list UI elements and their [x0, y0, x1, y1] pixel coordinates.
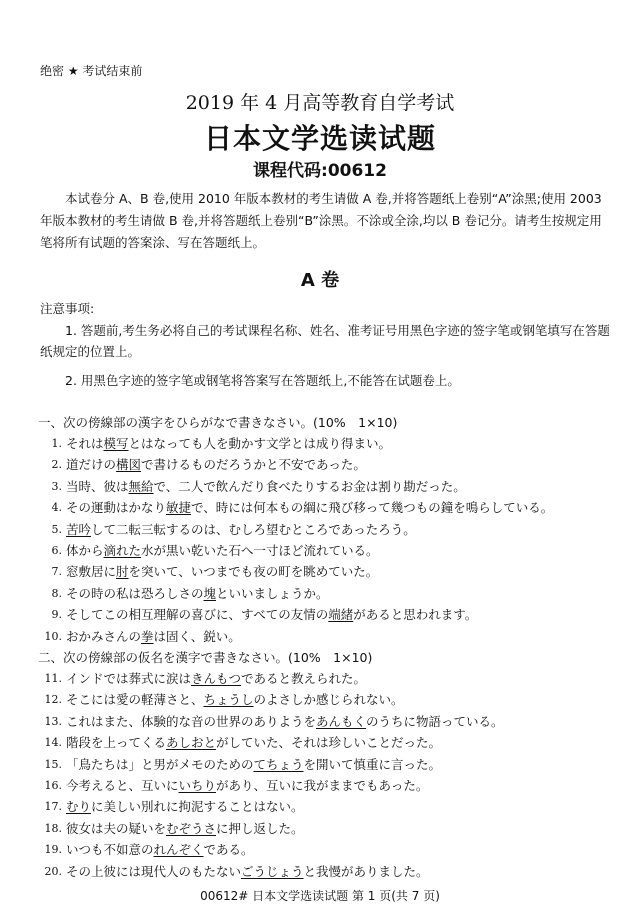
question-item: [38, 454, 618, 475]
question-number: 16.: [44, 778, 62, 792]
question-text-post: を開いて慎重に言った。: [303, 756, 442, 772]
question-text: [66, 540, 618, 561]
underlined-target: あんもく: [316, 713, 367, 729]
question-number: 7.: [51, 565, 62, 579]
question-number: 2.: [51, 458, 62, 472]
confidential-label: 绝密 ★ 考试结束前: [40, 64, 143, 78]
question-text: [66, 561, 618, 582]
underlined-target: 苦吟: [66, 521, 92, 537]
question-text-post: があり、互いに我がままでもあった。: [216, 777, 429, 793]
question-text-pre: 今考えると、互いに: [66, 777, 179, 793]
question-text-post: であると教えられた。: [241, 671, 367, 686]
section-1-heading: 一、次の傍線部の漢字をひらがなで書きなさい。(10% 1×10): [38, 415, 398, 430]
question-item: [38, 433, 618, 454]
question-text-pre: インドでは葬式に涙は: [66, 671, 192, 686]
question-item: [38, 561, 618, 582]
question-text: [66, 711, 618, 732]
underlined-target: 模写: [103, 436, 129, 451]
question-number: 15.: [44, 757, 62, 771]
question-item: [38, 754, 618, 775]
underlined-target: れんぞく: [153, 842, 204, 858]
question-item: [38, 626, 618, 647]
question-number: 13.: [44, 714, 62, 728]
underlined-target: 無給: [128, 478, 154, 494]
question-item: [38, 476, 618, 497]
underlined-target: ちょうし: [203, 692, 254, 708]
notice-label: 注意事项:: [40, 301, 95, 316]
section-2: [38, 647, 618, 882]
question-text: [66, 476, 618, 497]
question-text-post: に美しい別れに拘泥することはない。: [91, 799, 304, 815]
question-text: [66, 497, 618, 518]
question-text-pre: そこには愛の軽薄さと、: [66, 692, 204, 708]
question-text-post: のよさしか感じられない。: [253, 692, 404, 708]
question-text-pre: それは: [66, 436, 104, 451]
question-text: [66, 454, 618, 475]
underlined-target: ごうじょう: [241, 863, 304, 879]
underlined-target: あしおと: [166, 735, 217, 751]
question-text-pre: 道だけの: [66, 457, 117, 473]
underlined-target: いちり: [178, 777, 217, 793]
question-text-pre: おかみさんの: [66, 628, 142, 644]
intro-paragraph: 本试卷分 A、B 卷,使用 2010 年版本教材的考生请做 A 卷,并将答题纸上卷别“A”涂黑;使用 2003 年版本教材的考生请做 B 卷,并将答题纸上卷别“B”涂黑。不涂或全涂,均以 B 卷记分。请考生按规定用笔将所有试题的答案涂、写在答题纸上。: [40, 191, 602, 250]
question-text-post: で、時には何本もの綱に飛び移って幾つもの鐘を鳴らしている。: [191, 500, 554, 516]
underlined-target: 滴れた: [103, 542, 142, 558]
underlined-target: きんもつ: [191, 671, 242, 686]
question-number: 3.: [51, 479, 62, 493]
question-text-post: で書けるものだろうかと不安であった。: [141, 457, 366, 473]
underlined-target: むり: [66, 799, 92, 815]
question-item: [38, 689, 618, 710]
question-item: [38, 711, 618, 732]
question-text-post: がしていた、それは珍しいことだった。: [216, 735, 442, 751]
underlined-target: 端緒: [328, 607, 354, 623]
question-number: 19.: [44, 843, 62, 857]
question-item: [38, 604, 618, 625]
question-item: [38, 796, 618, 817]
question-text: [66, 626, 618, 647]
question-text-pre: 「鳥たちは」と男がメモのための: [66, 756, 254, 772]
question-text-pre: その上彼には現代人のもたない: [66, 863, 242, 879]
question-text-post: といいましょうか。: [216, 585, 329, 601]
question-text-pre: その時の私は恐ろしさの: [66, 585, 204, 601]
underlined-target: むぞうさ: [166, 820, 217, 836]
notice-item-1: 1. 答题前,考生务必将自己的考试课程名称、姓名、准考证号用黑色字迹的签字笔或钢笔填写在答题纸规定的位置上。: [40, 323, 610, 359]
course-code: 课程代码:00612: [253, 161, 387, 181]
question-item: [38, 818, 618, 839]
volume-title: A 卷: [300, 270, 340, 291]
question-item: [38, 583, 618, 604]
question-text: [66, 754, 618, 775]
question-number: 5.: [51, 522, 62, 536]
question-number: 6.: [51, 543, 62, 557]
underlined-target: 敏捷: [166, 500, 192, 516]
section-2-items: [38, 668, 618, 882]
question-number: 9.: [51, 608, 62, 622]
section-2-heading: 二、次の傍線部の仮名を漢字で書きなさい。(10% 1×10): [38, 650, 373, 665]
question-text: [66, 796, 618, 817]
question-text: [66, 433, 618, 454]
question-text-pre: 彼女は夫の疑いを: [66, 820, 167, 836]
question-item: [38, 519, 618, 540]
question-text-pre: これはまた、体験的な音の世界のありようを: [66, 713, 317, 729]
question-text-post: と我慢がありました。: [303, 863, 429, 879]
question-text-post: して二転三転するのは、むしろ望むところであったろう。: [91, 521, 416, 537]
question-text-pre: 階段を上ってくる: [66, 735, 167, 751]
question-text-pre: その運動はかなり: [66, 500, 167, 516]
question-text-post: に押し返した。: [216, 820, 304, 836]
question-number: 11.: [44, 672, 62, 685]
question-number: 4.: [51, 501, 62, 515]
section-1-items: [38, 433, 618, 647]
question-text-post: とはなっても人を動かす文学とは成り得まい。: [128, 436, 392, 451]
underlined-target: 肘: [116, 564, 129, 580]
question-item: [38, 775, 618, 796]
question-text: [66, 732, 618, 753]
question-text: [66, 519, 618, 540]
question-item: [38, 861, 618, 882]
question-text: [66, 839, 618, 860]
question-text: [66, 775, 618, 796]
underlined-target: 塊: [203, 585, 217, 601]
question-text: [66, 583, 618, 604]
question-text-pre: そしてこの相互理解の喜びに、すべての友情の: [66, 607, 329, 623]
section-1: [38, 412, 618, 647]
question-number: 1.: [51, 437, 62, 450]
question-text-post: は固く、鋭い。: [153, 628, 241, 644]
underlined-target: てちょう: [253, 756, 304, 772]
question-number: 8.: [51, 586, 62, 600]
question-item: [38, 732, 618, 753]
question-number: 14.: [44, 736, 62, 750]
question-text: [66, 861, 618, 882]
question-number: 18.: [44, 821, 62, 835]
question-text-post: で、二人で飲んだり食べたりするお金は割り勘だった。: [153, 478, 466, 494]
question-text: [66, 604, 618, 625]
question-item: [38, 540, 618, 561]
question-number: 17.: [44, 800, 62, 814]
question-text-post: である。: [203, 842, 254, 858]
question-text-pre: 体から: [66, 542, 104, 558]
question-number: 12.: [44, 693, 62, 707]
question-text-pre: 当時、彼は: [66, 478, 129, 494]
question-item: [38, 839, 618, 860]
question-item: [38, 668, 618, 689]
question-number: 10.: [44, 629, 62, 643]
question-text-post: のうちに物語っている。: [366, 713, 504, 729]
question-text: [66, 689, 618, 710]
question-text-post: 水が黒い乾いた石へ一寸ほど流れている。: [141, 542, 379, 558]
question-number: 20.: [44, 864, 62, 878]
underlined-target: 構図: [116, 457, 142, 473]
question-text-pre: いつも不如意の: [66, 842, 154, 858]
page-footer: 00612# 日本文学选读试题 第 1 页(共 7 页): [200, 889, 440, 903]
question-text-pre: 窓敷居に: [66, 564, 117, 580]
question-text-post: があると思われます。: [353, 607, 478, 623]
underlined-target: 拳: [141, 628, 154, 644]
exam-title: 2019 年 4 月高等教育自学考试: [185, 92, 455, 114]
question-text-post: を突いて、いつまでも夜の町を眺めていた。: [128, 564, 379, 580]
question-text: [66, 668, 618, 689]
question-text: [66, 818, 618, 839]
notice-item-2: 2. 用黑色字迹的签字笔或钢笔将答案写在答题纸上,不能答在试题卷上。: [65, 373, 460, 388]
subject-title: 日本文学选读试题: [203, 122, 436, 155]
question-item: [38, 497, 618, 518]
